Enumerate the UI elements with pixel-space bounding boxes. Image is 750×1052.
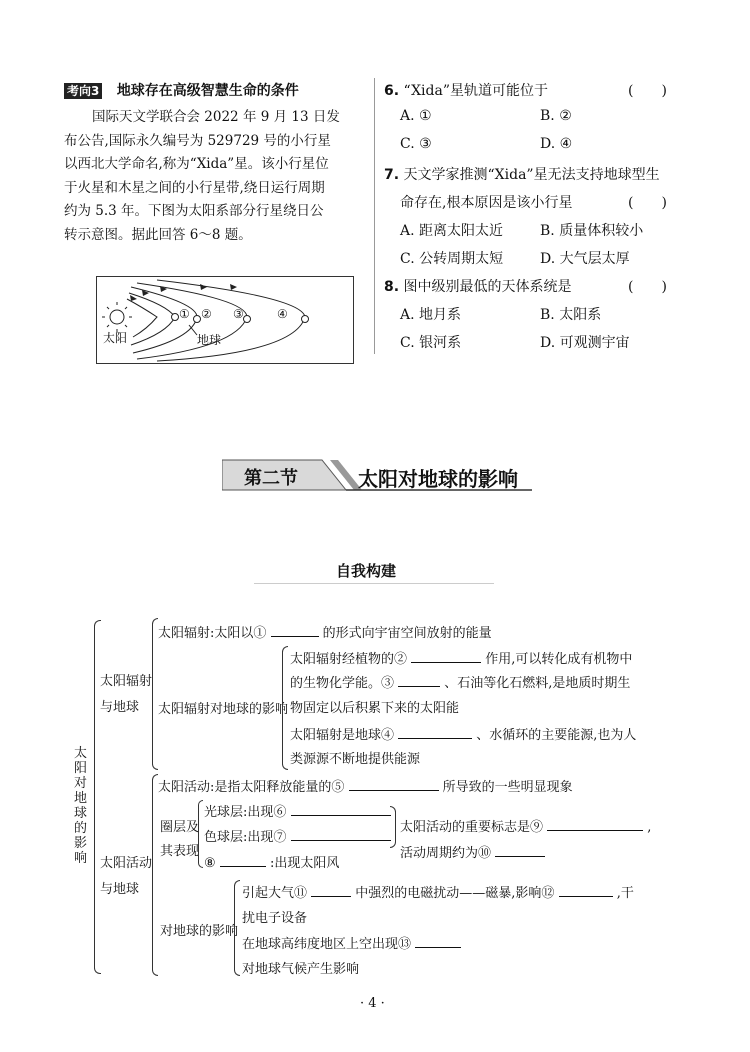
option[interactable]: A. 地月系 — [400, 307, 462, 323]
page-number: · 4 · — [360, 996, 385, 1011]
planet-dot — [172, 314, 179, 321]
rad-impact-brace — [282, 646, 288, 770]
orbit-svg — [97, 277, 353, 363]
impact-brace — [234, 880, 240, 976]
effect-line — [242, 882, 634, 901]
option[interactable]: C. 银河系 — [400, 335, 462, 351]
section-banner — [222, 458, 532, 492]
question-6 — [384, 80, 548, 100]
impact-line: 物固定以后积累下来的太阳能 — [290, 701, 460, 716]
orbit-label: ③ — [233, 307, 244, 321]
planet-dot — [194, 316, 201, 323]
planet-dot — [302, 316, 309, 323]
option[interactable]: A. 距离太阳太近 — [400, 223, 504, 239]
text: 、石油等化石燃料,是地质时期生 — [444, 676, 631, 691]
answer-paren[interactable]: ( ) — [628, 279, 667, 295]
layers-brace — [198, 800, 203, 868]
topic-line: 国际天文学联合会 2022 年 9 月 13 日发 — [92, 109, 340, 125]
effect-line: 扰电子设备 — [242, 911, 308, 926]
corona-line — [204, 852, 339, 871]
blank-5[interactable] — [349, 776, 439, 791]
effect-line — [242, 933, 461, 952]
text: 所导致的一些明显现象 — [442, 780, 573, 795]
blank-8[interactable] — [220, 852, 266, 867]
effect-line: 对地球气候产生影响 — [242, 962, 360, 977]
layers-label: 其表现 — [160, 844, 200, 859]
text: 太阳辐射经植物的② — [290, 652, 408, 667]
impact-line — [290, 648, 632, 667]
blank-12[interactable] — [559, 882, 613, 897]
option[interactable]: B. 质量体积较小 — [540, 223, 644, 239]
activity-definition — [158, 776, 573, 795]
blank-6[interactable] — [291, 801, 391, 816]
blank-11[interactable] — [311, 882, 351, 897]
answer-paren[interactable]: ( ) — [628, 83, 667, 99]
option[interactable]: C. ③ — [400, 136, 432, 152]
question-stem: 图中级别最低的天体系统是 — [403, 279, 572, 295]
option[interactable]: D. ④ — [540, 136, 573, 152]
map-root: 太阳对地球的影响 — [74, 746, 88, 866]
period-line — [400, 842, 545, 861]
question-number: 7. — [384, 167, 400, 183]
blank-10[interactable] — [495, 842, 545, 857]
sun-icon — [110, 310, 124, 324]
orbit-label: ④ — [277, 307, 288, 321]
branch-2-label: 太阳活动 — [100, 856, 153, 871]
orbit-label: ② — [201, 307, 212, 321]
option[interactable]: A. ① — [400, 108, 432, 124]
column-divider — [374, 78, 375, 354]
text: 的生物化学能。③ — [290, 676, 395, 691]
blank-1[interactable] — [271, 622, 319, 637]
branch-2-brace — [152, 774, 158, 976]
impact-label: 对地球的影响 — [160, 924, 239, 939]
topic-title: 地球存在高级智慧生命的条件 — [116, 83, 299, 99]
answer-paren[interactable]: ( ) — [628, 195, 667, 211]
blank-2[interactable] — [411, 648, 481, 663]
option[interactable]: B. 太阳系 — [540, 307, 602, 323]
question-number: 8. — [384, 279, 400, 295]
text: 作用,可以转化成有机物中 — [485, 652, 633, 667]
topic-line: 约为 5.3 年。下图为太阳系部分行星绕日公 — [64, 203, 324, 219]
text: :出现太阳风 — [269, 856, 340, 871]
impact-line: 类源源不断地提供能源 — [290, 752, 421, 767]
orbit-line — [127, 299, 157, 337]
text: 色球层:出现⑦ — [204, 830, 287, 845]
sun-label: 太阳 — [103, 331, 128, 345]
text: 的形式向宇宙空间放射的能量 — [322, 626, 492, 641]
option[interactable]: D. 大气层太厚 — [540, 251, 630, 267]
text: 太阳活动的重要标志是⑨ — [400, 820, 544, 835]
impact-line — [290, 672, 630, 691]
blank-9[interactable] — [547, 816, 643, 831]
orbit-line — [129, 293, 175, 345]
subtitle-rule — [254, 583, 494, 584]
option[interactable]: B. ② — [540, 108, 572, 124]
branch-1-label: 与地球 — [100, 700, 140, 715]
text: 太阳辐射:太阳以① — [158, 626, 267, 641]
section-title: 太阳对地球的影响 — [358, 467, 518, 491]
topic-paragraph — [64, 106, 374, 247]
blank-3[interactable] — [398, 672, 440, 687]
option[interactable]: C. 公转周期太短 — [400, 251, 504, 267]
text: 太阳活动:是指太阳释放能量的⑤ — [158, 780, 345, 795]
blank-4[interactable] — [398, 724, 472, 739]
section-number: 第二节 — [244, 468, 298, 489]
subtitle: 自我构建 — [336, 562, 397, 580]
question-7 — [384, 164, 660, 184]
text: , — [647, 820, 652, 835]
planet-dot — [244, 316, 251, 323]
question-number: 6. — [384, 83, 400, 99]
blank-13[interactable] — [415, 933, 461, 948]
question-8 — [384, 276, 572, 296]
topic-line: 于火星和木星之间的小行星带,绕日运行周期 — [64, 179, 325, 196]
text: 在地球高纬度地区上空出现⑬ — [242, 937, 412, 952]
option[interactable]: D. 可观测宇宙 — [540, 335, 630, 351]
earth-label: 地球 — [197, 333, 222, 347]
topic-line: 布公告,国际永久编号为 529729 号的小行星 — [64, 132, 331, 149]
branch-2-label: 与地球 — [100, 882, 140, 897]
topic-badge: 考向3 — [64, 83, 102, 99]
sign-brace — [390, 806, 396, 848]
impact-line — [290, 724, 636, 743]
rad-impact-label: 太阳辐射对地球的影响 — [158, 702, 289, 717]
topic-line: 转示意图。据此回答 6～8 题。 — [64, 226, 252, 243]
chromosphere-line — [204, 826, 391, 845]
sign-line — [400, 816, 651, 835]
branch-1-label: 太阳辐射 — [100, 674, 153, 689]
text: 中强烈的电磁扰动——磁暴,影响⑫ — [355, 886, 555, 901]
question-stem: “Xida”星轨道可能位于 — [403, 83, 548, 99]
text: ⑧ — [204, 856, 216, 871]
orbit-label: ① — [179, 307, 190, 321]
text: 、水循环的主要能源,也为人 — [476, 728, 637, 743]
blank-7[interactable] — [291, 826, 391, 841]
rad-definition — [158, 622, 492, 641]
text: 太阳辐射是地球④ — [290, 728, 395, 743]
topic-heading — [64, 80, 299, 100]
photosphere-line — [204, 801, 391, 820]
question-stem: 命存在,根本原因是该小行星 — [400, 195, 573, 211]
layers-label: 圈层及 — [160, 820, 200, 835]
text: ,干 — [616, 886, 634, 901]
text: 引起大气⑪ — [242, 886, 308, 901]
solar-orbit-diagram — [96, 276, 354, 364]
topic-line: 以西北大学命名,称为“Xida”星。该小行星位 — [64, 156, 329, 172]
question-stem: 天文学家推测“Xida”星无法支持地球型生 — [403, 167, 660, 183]
text: 光球层:出现⑥ — [204, 805, 287, 820]
text: 活动周期约为⑩ — [400, 846, 492, 861]
